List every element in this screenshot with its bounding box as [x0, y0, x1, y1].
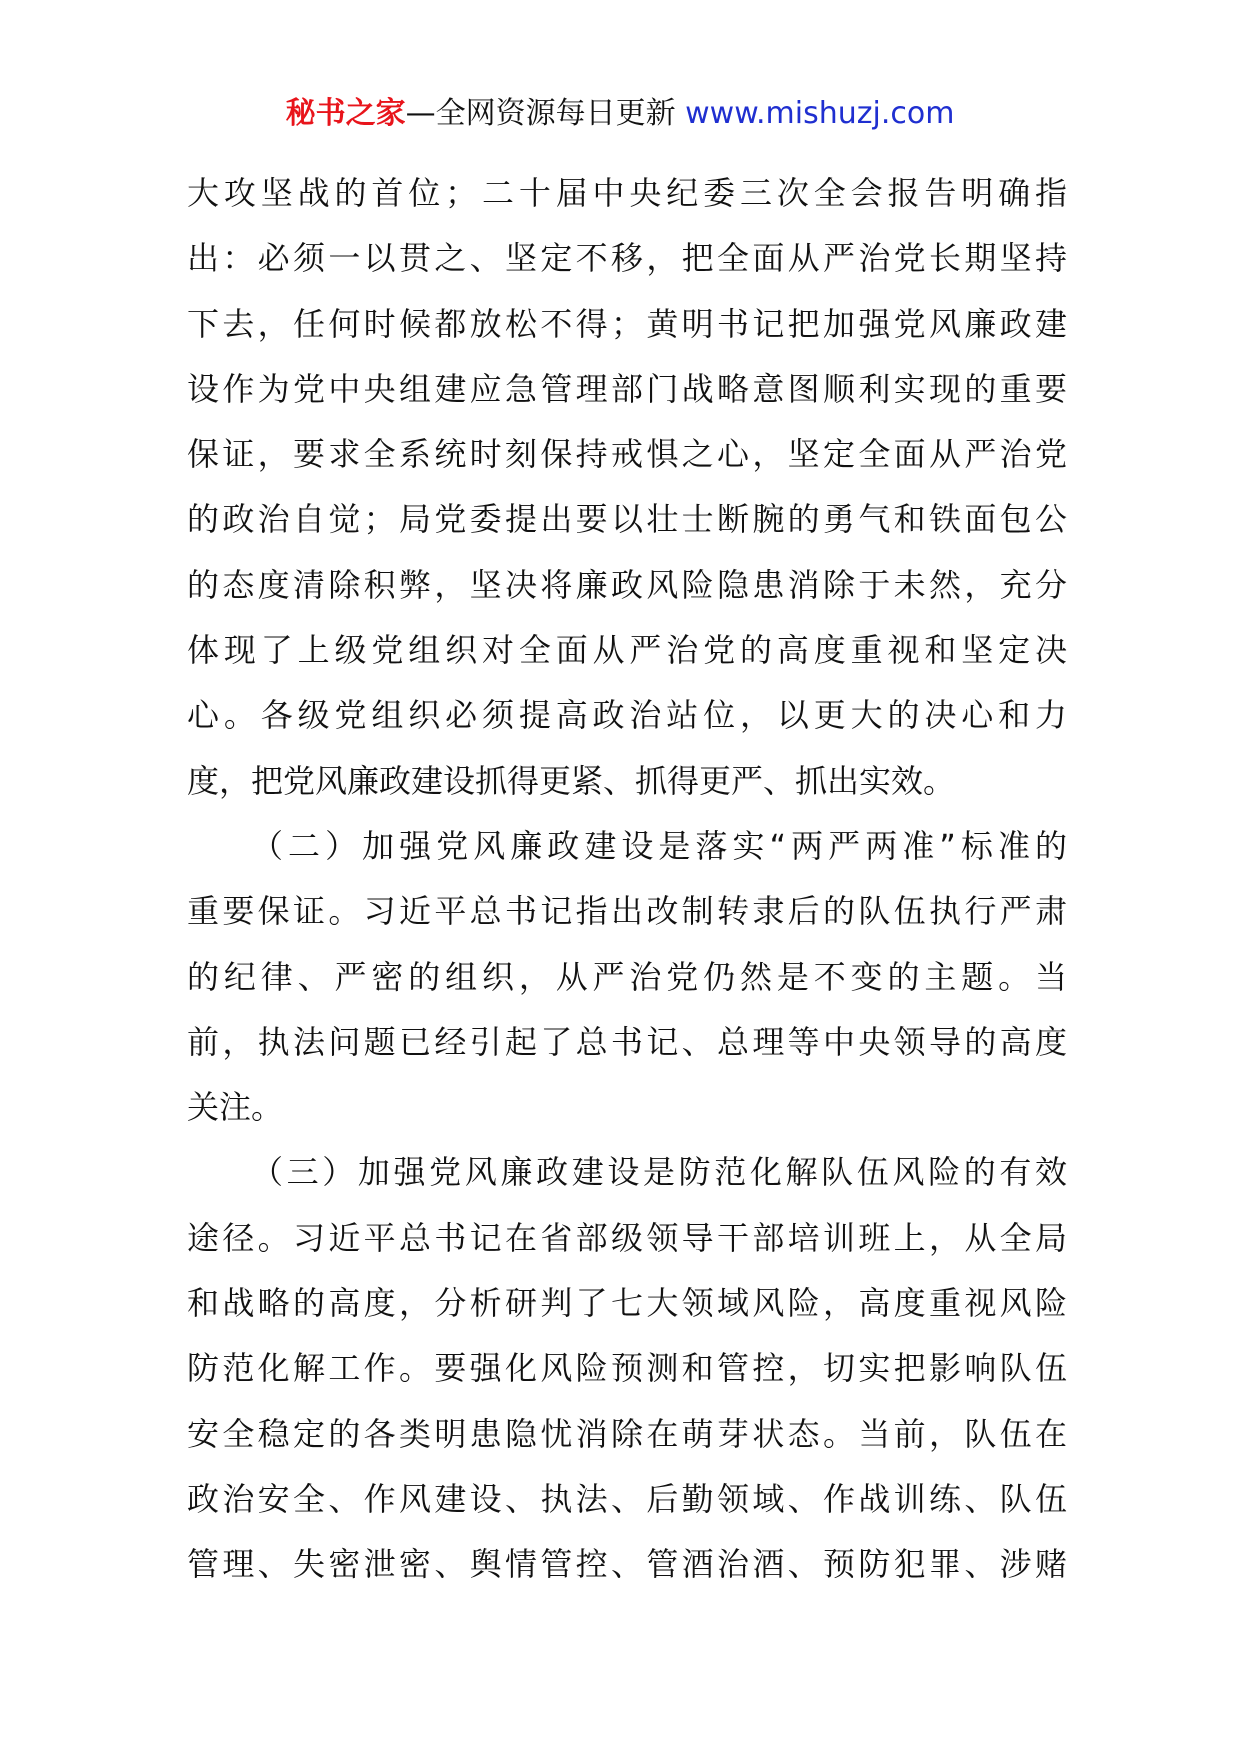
paragraph-line: 心。各级党组织必须提高政治站位，以更大的决心和力	[187, 696, 1067, 735]
paragraph-line: 重要保证。习近平总书记指出改制转隶后的队伍执行严肃	[187, 892, 1067, 931]
paragraph-line: 安全稳定的各类明患隐忧消除在萌芽状态。当前，队伍在	[187, 1414, 1067, 1453]
paragraph-line: 出：必须一以贯之、坚定不移，把全面从严治党长期坚持	[187, 239, 1067, 278]
paragraph-line: 大攻坚战的首位；二十届中央纪委三次全会报告明确指	[187, 174, 1067, 212]
site-header	[0, 94, 1240, 134]
section-heading-line: （三）加强党风廉政建设是防范化解队伍风险的有效	[251, 1153, 1067, 1192]
section-heading-line: （二）加强党风廉政建设是落实“两严两准”标准的	[251, 826, 1067, 865]
paragraph-line: 的态度清除积弊，坚决将廉政风险隐患消除于未然，充分	[187, 565, 1067, 604]
document-body	[187, 161, 1067, 1598]
paragraph-line: 度，把党风廉政建设抓得更紧、抓得更严、抓出实效。	[187, 761, 956, 800]
paragraph-line: 关注。	[187, 1088, 284, 1127]
paragraph-line: 政治安全、作风建设、执法、后勤领域、作战训练、队伍	[187, 1479, 1067, 1518]
paragraph-line: 的纪律、严密的组织，从严治党仍然是不变的主题。当	[187, 957, 1067, 996]
paragraph-line: 保证，要求全系统时刻保持戒惧之心，坚定全面从严治党	[187, 435, 1067, 474]
paragraph-line: 设作为党中央组建应急管理部门战略意图顺利实现的重要	[187, 369, 1067, 408]
brand-name: 秘书之家	[285, 96, 406, 131]
paragraph-line: 管理、失密泄密、舆情管控、管酒治酒、预防犯罪、涉赌	[187, 1545, 1067, 1584]
paragraph-line: 途径。习近平总书记在省部级领导干部培训班上，从全局	[187, 1218, 1067, 1257]
paragraph-line: 的政治自觉；局党委提出要以壮士断腕的勇气和铁面包公	[187, 500, 1067, 539]
paragraph-line: 前，执法问题已经引起了总书记、总理等中央领导的高度	[187, 1022, 1067, 1061]
paragraph-line: 下去，任何时候都放松不得；黄明书记把加强党风廉政建	[187, 304, 1067, 343]
paragraph-line: 和战略的高度，分析研判了七大领域风险，高度重视风险	[187, 1284, 1067, 1323]
site-url-link[interactable]: www.mishuzj.com	[685, 96, 955, 131]
header-tagline: —全网资源每日更新	[405, 96, 676, 131]
paragraph-line: 防范化解工作。要强化风险预测和管控，切实把影响队伍	[187, 1349, 1067, 1388]
paragraph-line: 体现了上级党组织对全面从严治党的高度重视和坚定决	[187, 631, 1067, 670]
